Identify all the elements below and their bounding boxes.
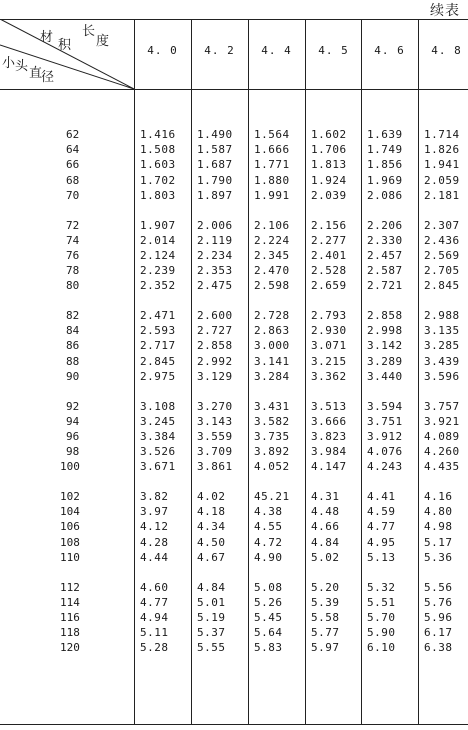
volume-cell: 3.559 (197, 429, 233, 443)
volume-cell: 1.969 (367, 173, 403, 187)
volume-cell: 4.80 (424, 505, 453, 519)
volume-cell: 3.000 (254, 339, 290, 353)
volume-cell: 2.307 (424, 218, 460, 232)
volume-cell: 1.813 (311, 158, 347, 172)
volume-cell: 5.32 (367, 580, 396, 594)
volume-cell: 4.260 (424, 445, 460, 459)
volume-cell: 1.749 (367, 143, 403, 157)
volume-cell: 2.975 (140, 369, 176, 383)
row-diameter: 102 (60, 490, 80, 503)
volume-cell: 5.13 (367, 550, 396, 564)
volume-cell: 2.457 (367, 248, 403, 262)
volume-label-char-1: 材 (40, 30, 54, 45)
volume-cell: 4.38 (254, 505, 283, 519)
volume-cell: 2.659 (311, 279, 347, 293)
volume-cell: 4.34 (197, 520, 226, 534)
volume-cell: 1.508 (140, 143, 176, 157)
volume-cell: 1.771 (254, 158, 290, 172)
row-diameter: 120 (60, 641, 80, 655)
volume-cell: 2.998 (367, 324, 403, 338)
volume-cell: 5.08 (254, 580, 283, 594)
row-diameter: 118 (60, 626, 80, 640)
volume-cell: 3.439 (424, 354, 460, 368)
row-diameter: 100 (60, 460, 80, 474)
volume-cell: 2.124 (140, 248, 176, 262)
volume-cell: 1.907 (140, 218, 176, 232)
volume-cell: 4.55 (254, 520, 283, 534)
volume-cell: 4.94 (140, 610, 169, 624)
volume-cell: 4.77 (367, 520, 396, 534)
row-diameter: 104 (60, 505, 80, 519)
volume-cell: 2.206 (367, 218, 403, 232)
column-header-length: 4. 6 (374, 44, 405, 57)
volume-cell: 5.01 (197, 595, 226, 609)
volume-cell: 2.471 (140, 309, 176, 322)
volume-cell: 1.490 (197, 128, 233, 141)
row-diameter: 82 (66, 309, 80, 322)
volume-cell: 4.089 (424, 429, 460, 443)
volume-cell: 5.96 (424, 610, 453, 624)
row-diameter: 110 (60, 550, 80, 564)
row-diameter: 62 (66, 128, 80, 141)
volume-cell: 3.108 (140, 399, 176, 413)
volume-cell: 4.147 (311, 460, 347, 474)
volume-cell: 2.587 (367, 264, 403, 278)
volume-cell: 2.721 (367, 279, 403, 293)
volume-cell: 2.593 (140, 324, 176, 338)
volume-cell: 2.727 (197, 324, 233, 338)
volume-cell: 2.705 (424, 264, 460, 278)
volume-cell: 45.21 (254, 490, 290, 503)
volume-cell: 3.289 (367, 354, 403, 368)
volume-cell: 1.826 (424, 143, 460, 157)
volume-cell: 4.31 (311, 490, 340, 503)
volume-cell: 2.224 (254, 233, 290, 247)
volume-cell: 5.76 (424, 595, 453, 609)
volume-cell: 2.845 (424, 279, 460, 293)
volume-cell: 2.988 (424, 309, 460, 322)
volume-cell: 5.64 (254, 626, 283, 640)
volume-cell: 2.277 (311, 233, 347, 247)
volume-cell: 5.39 (311, 595, 340, 609)
row-diameter: 76 (66, 248, 80, 262)
volume-cell: 4.28 (140, 535, 169, 549)
row-diameter: 64 (66, 143, 80, 157)
volume-cell: 2.006 (197, 218, 233, 232)
volume-cell: 1.666 (254, 143, 290, 157)
volume-cell: 6.10 (367, 641, 396, 655)
volume-cell: 2.793 (311, 309, 347, 322)
volume-cell: 1.803 (140, 188, 176, 202)
volume-cell: 4.076 (367, 445, 403, 459)
volume-cell: 3.671 (140, 460, 176, 474)
diameter-label-char-4: 径 (41, 70, 55, 85)
volume-cell: 4.41 (367, 490, 396, 503)
volume-cell: 2.845 (140, 354, 176, 368)
row-diameter: 108 (60, 535, 80, 549)
column-separator (191, 19, 192, 724)
volume-cell: 2.345 (254, 248, 290, 262)
volume-cell: 1.587 (197, 143, 233, 157)
volume-cell: 1.416 (140, 128, 176, 141)
volume-cell: 5.56 (424, 580, 453, 594)
volume-cell: 2.436 (424, 233, 460, 247)
volume-cell: 1.897 (197, 188, 233, 202)
volume-cell: 3.751 (367, 414, 403, 428)
volume-cell: 1.790 (197, 173, 233, 187)
row-diameter: 78 (66, 264, 80, 278)
volume-cell: 2.014 (140, 233, 176, 247)
length-label-char-2: 度 (96, 34, 110, 49)
volume-cell: 2.086 (367, 188, 403, 202)
volume-cell: 3.270 (197, 399, 233, 413)
volume-cell: 3.921 (424, 414, 460, 428)
volume-cell: 2.119 (197, 233, 233, 247)
volume-cell: 5.97 (311, 641, 340, 655)
row-diameter: 66 (66, 158, 80, 172)
column-separator (361, 19, 362, 724)
length-label-char-1: 长 (82, 24, 96, 39)
volume-cell: 3.757 (424, 399, 460, 413)
row-diameter: 72 (66, 218, 80, 232)
column-header-length: 4. 5 (318, 44, 349, 57)
volume-cell: 3.384 (140, 429, 176, 443)
row-diameter: 92 (66, 399, 80, 413)
volume-cell: 5.28 (140, 641, 169, 655)
volume-cell: 2.858 (367, 309, 403, 322)
volume-label-char-2: 积 (58, 38, 72, 53)
row-diameter: 116 (60, 610, 80, 624)
volume-cell: 5.83 (254, 641, 283, 655)
volume-cell: 2.401 (311, 248, 347, 262)
volume-cell: 3.142 (367, 339, 403, 353)
volume-cell: 3.513 (311, 399, 347, 413)
volume-cell: 3.582 (254, 414, 290, 428)
volume-cell: 1.706 (311, 143, 347, 157)
continued-label: 续表 (430, 3, 460, 19)
column-separator (305, 19, 306, 724)
volume-cell: 5.58 (311, 610, 340, 624)
volume-cell: 5.55 (197, 641, 226, 655)
volume-cell: 3.984 (311, 445, 347, 459)
volume-cell: 2.039 (311, 188, 347, 202)
volume-cell: 4.95 (367, 535, 396, 549)
row-diameter: 88 (66, 354, 80, 368)
row-diameter: 94 (66, 414, 80, 428)
volume-cell: 4.435 (424, 460, 460, 474)
diameter-label-char-2: 头 (15, 59, 29, 74)
volume-cell: 2.106 (254, 218, 290, 232)
volume-cell: 3.285 (424, 339, 460, 353)
column-separator (418, 19, 419, 724)
row-diameter: 98 (66, 445, 80, 459)
volume-cell: 2.569 (424, 248, 460, 262)
volume-cell: 2.353 (197, 264, 233, 278)
volume-cell: 5.17 (424, 535, 453, 549)
volume-cell: 2.600 (197, 309, 233, 322)
volume-cell: 2.717 (140, 339, 176, 353)
volume-cell: 1.941 (424, 158, 460, 172)
volume-cell: 4.98 (424, 520, 453, 534)
volume-cell: 3.215 (311, 354, 347, 368)
row-diameter: 70 (66, 188, 80, 202)
volume-cell: 5.77 (311, 626, 340, 640)
volume-cell: 1.687 (197, 158, 233, 172)
volume-cell: 2.181 (424, 188, 460, 202)
volume-cell: 4.66 (311, 520, 340, 534)
volume-cell: 3.526 (140, 445, 176, 459)
volume-cell: 4.16 (424, 490, 453, 503)
volume-cell: 1.924 (311, 173, 347, 187)
volume-cell: 4.052 (254, 460, 290, 474)
volume-cell: 5.20 (311, 580, 340, 594)
volume-cell: 4.72 (254, 535, 283, 549)
volume-cell: 3.141 (254, 354, 290, 368)
row-diameter: 96 (66, 429, 80, 443)
volume-cell: 3.143 (197, 414, 233, 428)
volume-cell: 2.059 (424, 173, 460, 187)
volume-cell: 4.60 (140, 580, 169, 594)
volume-cell: 3.709 (197, 445, 233, 459)
volume-cell: 2.728 (254, 309, 290, 322)
volume-cell: 1.602 (311, 128, 347, 141)
volume-cell: 2.352 (140, 279, 176, 293)
volume-cell: 6.17 (424, 626, 453, 640)
volume-cell: 2.156 (311, 218, 347, 232)
volume-cell: 1.991 (254, 188, 290, 202)
volume-cell: 2.930 (311, 324, 347, 338)
column-separator (248, 19, 249, 724)
volume-cell: 2.992 (197, 354, 233, 368)
volume-cell: 4.12 (140, 520, 169, 534)
volume-cell: 3.666 (311, 414, 347, 428)
volume-cell: 2.234 (197, 248, 233, 262)
column-header-length: 4. 0 (147, 44, 178, 57)
volume-cell: 2.470 (254, 264, 290, 278)
volume-cell: 3.97 (140, 505, 169, 519)
volume-cell: 5.26 (254, 595, 283, 609)
volume-cell: 2.239 (140, 264, 176, 278)
diameter-label-char-1: 小 (2, 56, 16, 71)
volume-cell: 3.82 (140, 490, 169, 503)
volume-cell: 3.129 (197, 369, 233, 383)
volume-cell: 3.823 (311, 429, 347, 443)
volume-cell: 4.18 (197, 505, 226, 519)
volume-cell: 4.02 (197, 490, 226, 503)
table-bottom-rule (0, 724, 468, 725)
volume-cell: 5.70 (367, 610, 396, 624)
volume-cell: 3.912 (367, 429, 403, 443)
volume-cell: 4.77 (140, 595, 169, 609)
volume-cell: 1.702 (140, 173, 176, 187)
diagonal-line-upper (0, 19, 134, 89)
volume-cell: 5.90 (367, 626, 396, 640)
volume-cell: 2.598 (254, 279, 290, 293)
volume-cell: 3.284 (254, 369, 290, 383)
column-header-length: 4. 2 (204, 44, 235, 57)
row-diameter: 90 (66, 369, 80, 383)
volume-cell: 5.37 (197, 626, 226, 640)
volume-cell: 3.861 (197, 460, 233, 474)
volume-cell: 4.90 (254, 550, 283, 564)
volume-cell: 2.528 (311, 264, 347, 278)
volume-cell: 2.863 (254, 324, 290, 338)
volume-cell: 4.84 (197, 580, 226, 594)
volume-cell: 1.880 (254, 173, 290, 187)
volume-cell: 1.856 (367, 158, 403, 172)
volume-cell: 3.431 (254, 399, 290, 413)
volume-cell: 2.858 (197, 339, 233, 353)
volume-cell: 4.243 (367, 460, 403, 474)
volume-cell: 4.67 (197, 550, 226, 564)
row-diameter: 84 (66, 324, 80, 338)
column-header-length: 4. 8 (431, 44, 462, 57)
volume-cell: 2.330 (367, 233, 403, 247)
row-diameter: 68 (66, 173, 80, 187)
volume-cell: 2.475 (197, 279, 233, 293)
volume-cell: 4.59 (367, 505, 396, 519)
volume-cell: 1.714 (424, 128, 460, 141)
row-diameter: 106 (60, 520, 80, 534)
row-diameter: 86 (66, 339, 80, 353)
volume-cell: 3.594 (367, 399, 403, 413)
volume-cell: 3.071 (311, 339, 347, 353)
volume-cell: 5.02 (311, 550, 340, 564)
row-diameter: 114 (60, 595, 80, 609)
volume-cell: 5.45 (254, 610, 283, 624)
volume-cell: 5.36 (424, 550, 453, 564)
row-diameter: 112 (60, 580, 80, 594)
volume-cell: 4.50 (197, 535, 226, 549)
volume-cell: 3.362 (311, 369, 347, 383)
row-diameter: 80 (66, 279, 80, 293)
row-diameter: 74 (66, 233, 80, 247)
volume-cell: 5.51 (367, 595, 396, 609)
volume-cell: 4.48 (311, 505, 340, 519)
column-separator (134, 19, 135, 724)
volume-cell: 4.84 (311, 535, 340, 549)
column-header-length: 4. 4 (261, 44, 292, 57)
volume-cell: 3.596 (424, 369, 460, 383)
volume-cell: 3.245 (140, 414, 176, 428)
diameter-label-char-3: 直 (29, 66, 43, 81)
volume-cell: 1.603 (140, 158, 176, 172)
volume-cell: 3.892 (254, 445, 290, 459)
volume-cell: 5.11 (140, 626, 169, 640)
volume-cell: 4.44 (140, 550, 169, 564)
volume-cell: 3.735 (254, 429, 290, 443)
volume-cell: 3.135 (424, 324, 460, 338)
volume-cell: 6.38 (424, 641, 453, 655)
volume-cell: 3.440 (367, 369, 403, 383)
volume-cell: 5.19 (197, 610, 226, 624)
volume-cell: 1.564 (254, 128, 290, 141)
volume-cell: 1.639 (367, 128, 403, 141)
